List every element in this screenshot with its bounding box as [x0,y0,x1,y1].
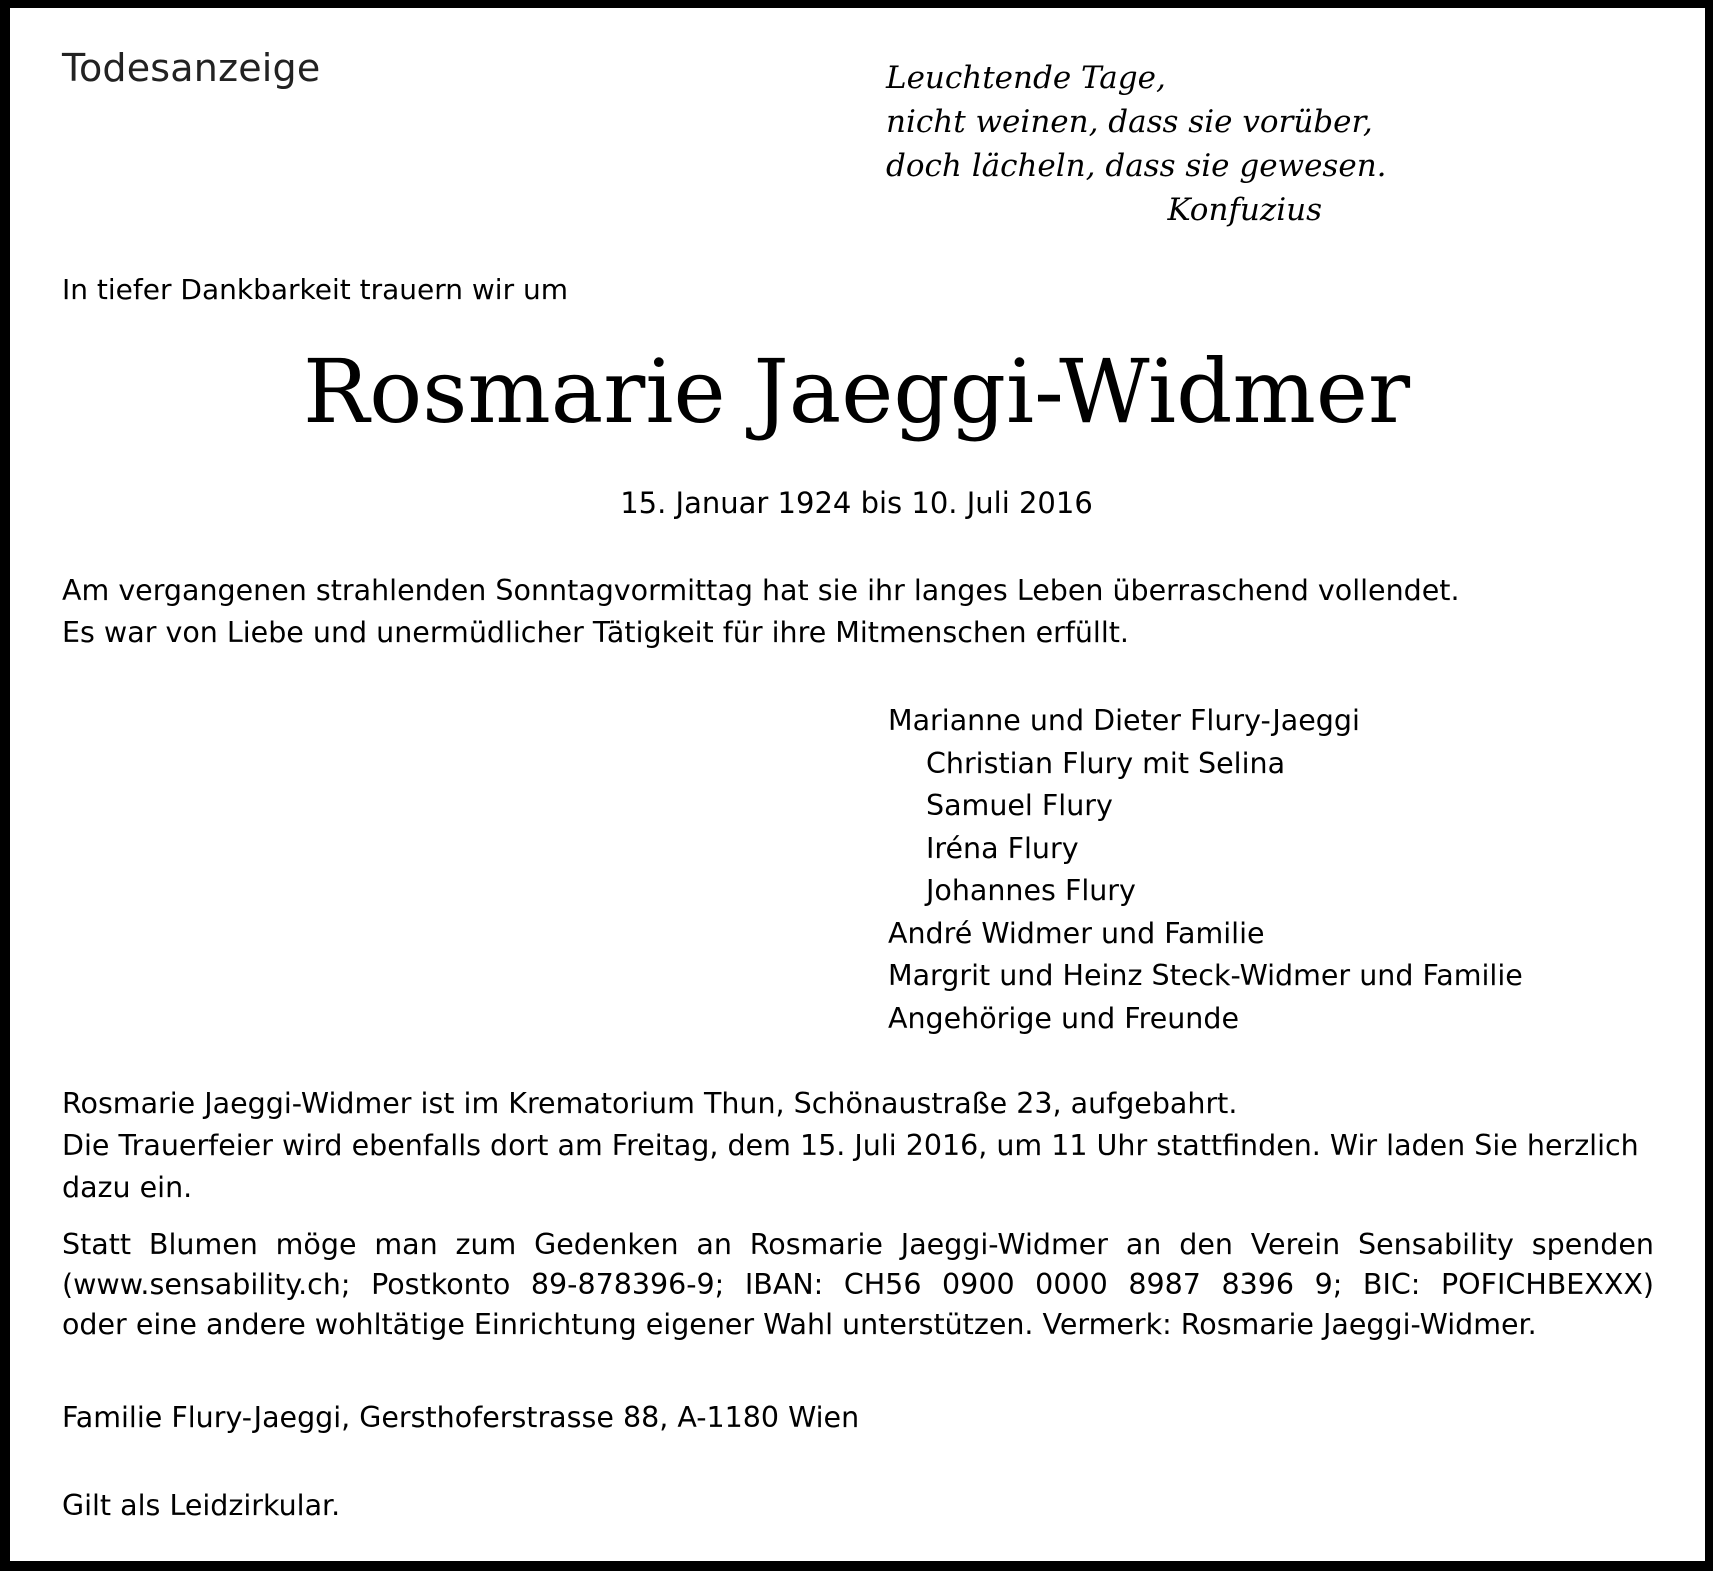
mourner-name: Samuel Flury [926,789,1113,822]
quote-line: doch lächeln, dass sie gewesen. [886,148,1387,184]
donation-line: oder eine andere wohltätige Einrichtung eigener Wahl unterstützen. Vermerk: Rosmarie Jaeggi-Widmer. [62,1308,1537,1341]
deceased-name: Rosmarie Jaeggi-Widmer [302,340,1411,443]
message-line: Es war von Liebe und unermüdlicher Tätigkeit für ihre Mitmenschen erfüllt. [62,616,1129,649]
mourner-name: Christian Flury mit Selina [926,746,1286,780]
donation-paragraph [62,1225,1654,1345]
circular-note: Gilt als Leidzirkular. [62,1489,341,1522]
mourner-name: Marianne und Dieter Flury-Jaeggi [888,704,1360,737]
ceremony-line: Die Trauerfeier wird ebenfalls dort am Freitag, dem 15. Juli 2016, um 11 Uhr stattfinden. Wir laden Sie herzlich [62,1129,1639,1162]
intro-text: In tiefer Dankbarkeit trauern wir um [62,273,569,306]
life-dates: 15. Januar 1924 bis 10. Juli 2016 [620,486,1093,520]
quote-author: Konfuzius [1167,192,1322,228]
donation-line: (www.sensability.ch; Postkonto 89-878396-9; IBAN: CH56 0900 0000 8987 8396 9; BIC: POFICHBEXXX) [62,1268,1654,1301]
mourner-name: Iréna Flury [926,831,1079,865]
quote-line: Leuchtende Tage, [886,60,1166,96]
quote-line: nicht weinen, dass sie vorüber, [886,104,1373,140]
ceremony-line: dazu ein. [62,1171,193,1204]
mourner-name: Margrit und Heinz Steck-Widmer und Familie [888,959,1523,992]
mourner-name: Angehörige und Freunde [888,1001,1239,1035]
notice-type-label: Todesanzeige [62,46,321,90]
donation-line: Statt Blumen möge man zum Gedenken an Rosmarie Jaeggi-Widmer an den Verein Sensability spenden [62,1228,1654,1261]
mourner-name: André Widmer und Familie [888,916,1265,950]
mourners-list [888,700,1523,1040]
family-address: Familie Flury-Jaeggi, Gersthoferstrasse 88, A-1180 Wien [62,1401,860,1434]
message-line: Am vergangenen strahlenden Sonntagvormittag hat sie ihr langes Leben überraschend vollendet. [62,574,1460,607]
confucius-quote [886,56,1387,232]
mourner-name: Johannes Flury [926,874,1136,907]
ceremony-line: Rosmarie Jaeggi-Widmer ist im Krematorium Thun, Schönaustraße 23, aufgebahrt. [62,1087,1238,1120]
